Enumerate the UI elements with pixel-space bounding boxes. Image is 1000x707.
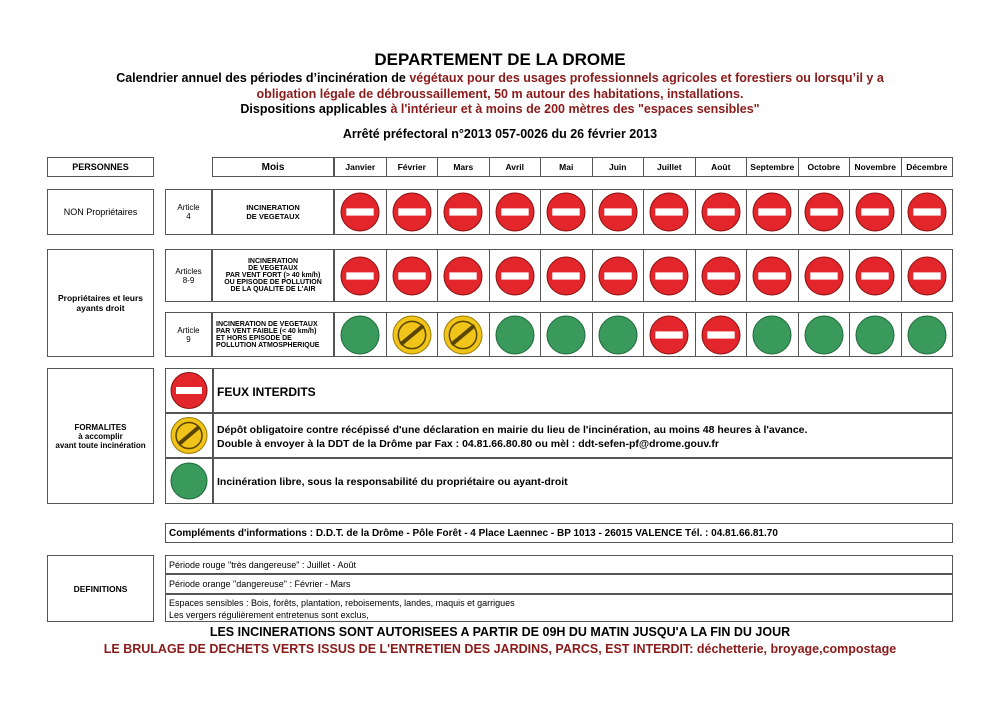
non-proprietaires-month-4-forbidden <box>489 189 542 235</box>
declaration-icon <box>391 314 433 356</box>
month-header-6: Juin <box>592 157 645 177</box>
allowed-icon <box>803 314 845 356</box>
forbidden-icon <box>494 191 536 233</box>
month-header-11: Novembre <box>849 157 902 177</box>
allowed-icon <box>751 314 793 356</box>
vent-faible-month-1-allowed <box>334 312 387 357</box>
forbidden-icon <box>906 191 948 233</box>
non-proprietaires-month-3-forbidden <box>437 189 490 235</box>
allowed-icon <box>494 314 536 356</box>
legend-declaration-icon-cell <box>165 413 213 458</box>
non-proprietaires-month-9-forbidden <box>746 189 799 235</box>
forbidden-icon <box>751 191 793 233</box>
declaration-icon <box>442 314 484 356</box>
vent-fort-month-2-forbidden <box>386 249 439 302</box>
forbidden-icon <box>700 314 742 356</box>
non-proprietaires-month-1-forbidden <box>334 189 387 235</box>
month-header-9: Septembre <box>746 157 799 177</box>
legend-forbidden-icon-cell <box>165 368 213 413</box>
forbidden-icon <box>391 191 433 233</box>
forbidden-icon <box>648 191 690 233</box>
month-header-12: Décembre <box>901 157 954 177</box>
allowed-icon <box>854 314 896 356</box>
legend-allowed-text: Incinération libre, sous la responsabilité du propriétaire ou ayant-droit <box>217 476 568 488</box>
page-title: DEPARTEMENT DE LA DROME <box>374 50 626 69</box>
non-proprietaires-month-12-forbidden <box>901 189 954 235</box>
complements-text: Compléments d'informations : D.D.T. de la Drôme - Pôle Forêt - 4 Place Laennec - BP 1013 - 26015 VALENCE Tél. : 04.81.66.81.70 <box>169 528 778 539</box>
definition-espaces-1: Espaces sensibles : Bois, forêts, plantation, reboisements, landes, maquis et garrigues <box>169 598 515 608</box>
vent-fort-month-6-forbidden <box>592 249 645 302</box>
vent-fort-month-10-forbidden <box>798 249 851 302</box>
vent-faible-month-12-allowed <box>901 312 954 357</box>
vent-faible-month-6-allowed <box>592 312 645 357</box>
definition-espaces-cell <box>165 594 953 622</box>
month-header-3: Mars <box>437 157 490 177</box>
month-header-10: Octobre <box>798 157 851 177</box>
vent-faible-desc: INCINERATION DE VEGETAUX PAR VENT FAIBLE (< 40 km/h) ET HORS EPISODE DE POLLUTION ATMOSPHERIQUE <box>212 312 334 357</box>
proprietaires-label: Propriétaires et leurs ayants droit <box>47 249 154 357</box>
vent-faible-month-11-allowed <box>849 312 902 357</box>
non-proprietaires-month-2-forbidden <box>386 189 439 235</box>
vent-faible-month-10-allowed <box>798 312 851 357</box>
month-header-8: Août <box>695 157 748 177</box>
personnes-header: PERSONNES <box>47 157 154 177</box>
forbidden-icon <box>166 369 212 412</box>
forbidden-icon <box>391 255 433 297</box>
non-proprietaires-label: NON Propriétaires <box>47 189 154 235</box>
vent-fort-month-7-forbidden <box>643 249 696 302</box>
forbidden-icon <box>597 191 639 233</box>
definition-rouge: Période rouge "très dangereuse" : Juillet - Août <box>169 560 357 570</box>
footer-line-2: LE BRULAGE DE DECHETS VERTS ISSUS DE L'ENTRETIEN DES JARDINS, PARCS, EST INTERDIT: déchetterie, broyage,compostage <box>103 642 897 656</box>
vent-fort-month-8-forbidden <box>695 249 748 302</box>
forbidden-icon <box>442 255 484 297</box>
definition-espaces-2: Les vergers régulièrement entretenus sont exclus, <box>169 610 369 620</box>
definitions-label: DEFINITIONS <box>47 555 154 622</box>
forbidden-icon <box>803 191 845 233</box>
month-header-7: Juillet <box>643 157 696 177</box>
vent-faible-article: Article 9 <box>165 312 212 357</box>
vent-fort-month-12-forbidden <box>901 249 954 302</box>
footer-line-1: LES INCINERATIONS SONT AUTORISEES A PARTIR DE 09H DU MATIN JUSQU'A LA FIN DU JOUR <box>209 625 791 639</box>
forbidden-icon <box>648 255 690 297</box>
subtitle-line-3 <box>0 102 1000 116</box>
forbidden-icon <box>803 255 845 297</box>
vent-fort-month-3-forbidden <box>437 249 490 302</box>
subtitle-line-1 <box>0 71 1000 85</box>
non-proprietaires-month-8-forbidden <box>695 189 748 235</box>
month-header-4: Avril <box>489 157 542 177</box>
non-proprietaires-month-5-forbidden <box>540 189 593 235</box>
vent-faible-month-5-allowed <box>540 312 593 357</box>
definition-rouge-cell <box>165 555 953 574</box>
legend-allowed-text-cell <box>213 458 953 504</box>
forbidden-icon <box>700 255 742 297</box>
forbidden-icon <box>597 255 639 297</box>
subtitle-line-3-red: à l'intérieur et à moins de 200 mètres des "espaces sensibles" <box>390 102 760 116</box>
legend-declaration-text-cell <box>213 413 953 458</box>
vent-faible-month-4-allowed <box>489 312 542 357</box>
vent-fort-month-4-forbidden <box>489 249 542 302</box>
forbidden-icon <box>648 314 690 356</box>
forbidden-icon <box>545 191 587 233</box>
vent-fort-desc: INCINERATION DE VEGETAUX PAR VENT FORT (> 40 km/h) OU EPISODE DE POLLUTION DE LA QUALITE DE L'AIR <box>212 249 334 302</box>
vent-fort-month-5-forbidden <box>540 249 593 302</box>
forbidden-icon <box>854 255 896 297</box>
non-proprietaires-month-11-forbidden <box>849 189 902 235</box>
month-header-5: Mai <box>540 157 593 177</box>
forbidden-icon <box>545 255 587 297</box>
non-proprietaires-article: Article 4 <box>165 189 212 235</box>
legend-forbidden-text: FEUX INTERDITS <box>217 385 316 399</box>
forbidden-icon <box>339 191 381 233</box>
forbidden-icon <box>494 255 536 297</box>
forbidden-icon <box>906 255 948 297</box>
formalites-label: FORMALITES à accomplir avant toute incinération <box>47 368 154 504</box>
month-header-2: Février <box>386 157 439 177</box>
legend-allowed-icon-cell <box>165 458 213 504</box>
vent-faible-month-7-forbidden <box>643 312 696 357</box>
forbidden-icon <box>751 255 793 297</box>
forbidden-icon <box>700 191 742 233</box>
vent-fort-month-9-forbidden <box>746 249 799 302</box>
allowed-icon <box>166 459 212 503</box>
forbidden-icon <box>442 191 484 233</box>
forbidden-icon <box>854 191 896 233</box>
vent-faible-month-9-allowed <box>746 312 799 357</box>
vent-fort-article: Articles 8-9 <box>165 249 212 302</box>
subtitle-line-1-red: végétaux pour des usages professionnels agricoles et forestiers ou lorsqu’il y a <box>409 71 884 85</box>
definition-orange: Période orange "dangereuse" : Février - Mars <box>169 579 351 589</box>
complements-box <box>165 523 953 543</box>
forbidden-icon <box>339 255 381 297</box>
definition-orange-cell <box>165 574 953 594</box>
allowed-icon <box>339 314 381 356</box>
non-proprietaires-month-6-forbidden <box>592 189 645 235</box>
non-proprietaires-desc: INCINERATION DE VEGETAUX <box>212 189 334 235</box>
vent-faible-month-3-declaration <box>437 312 490 357</box>
allowed-icon <box>545 314 587 356</box>
allowed-icon <box>597 314 639 356</box>
mois-header: Mois <box>212 157 334 177</box>
vent-faible-month-2-declaration <box>386 312 439 357</box>
legend-declaration-text-1: Dépôt obligatoire contre récépissé d'une déclaration en mairie du lieu de l'incinération, au moins 48 heures à l'avance. <box>217 424 808 436</box>
subtitle-line-1-black: Calendrier annuel des périodes d’incinération de <box>116 71 410 85</box>
month-header-1: Janvier <box>334 157 387 177</box>
non-proprietaires-month-7-forbidden <box>643 189 696 235</box>
vent-fort-month-11-forbidden <box>849 249 902 302</box>
non-proprietaires-month-10-forbidden <box>798 189 851 235</box>
subtitle-line-3-black: Dispositions applicables <box>240 102 391 116</box>
allowed-icon <box>906 314 948 356</box>
arrete-reference: Arrêté préfectoral n°2013 057-0026 du 26 février 2013 <box>342 127 658 141</box>
declaration-icon <box>166 414 212 457</box>
legend-forbidden-text-cell <box>213 368 953 413</box>
vent-faible-month-8-forbidden <box>695 312 748 357</box>
subtitle-line-2: obligation légale de débroussaillement, 50 m autour des habitations, installations. <box>256 87 744 101</box>
vent-fort-month-1-forbidden <box>334 249 387 302</box>
legend-declaration-text-2: Double à envoyer à la DDT de la Drôme par Fax : 04.81.66.80.80 ou mèl : ddt-sefen-pf@drome.gouv.fr <box>217 438 719 450</box>
